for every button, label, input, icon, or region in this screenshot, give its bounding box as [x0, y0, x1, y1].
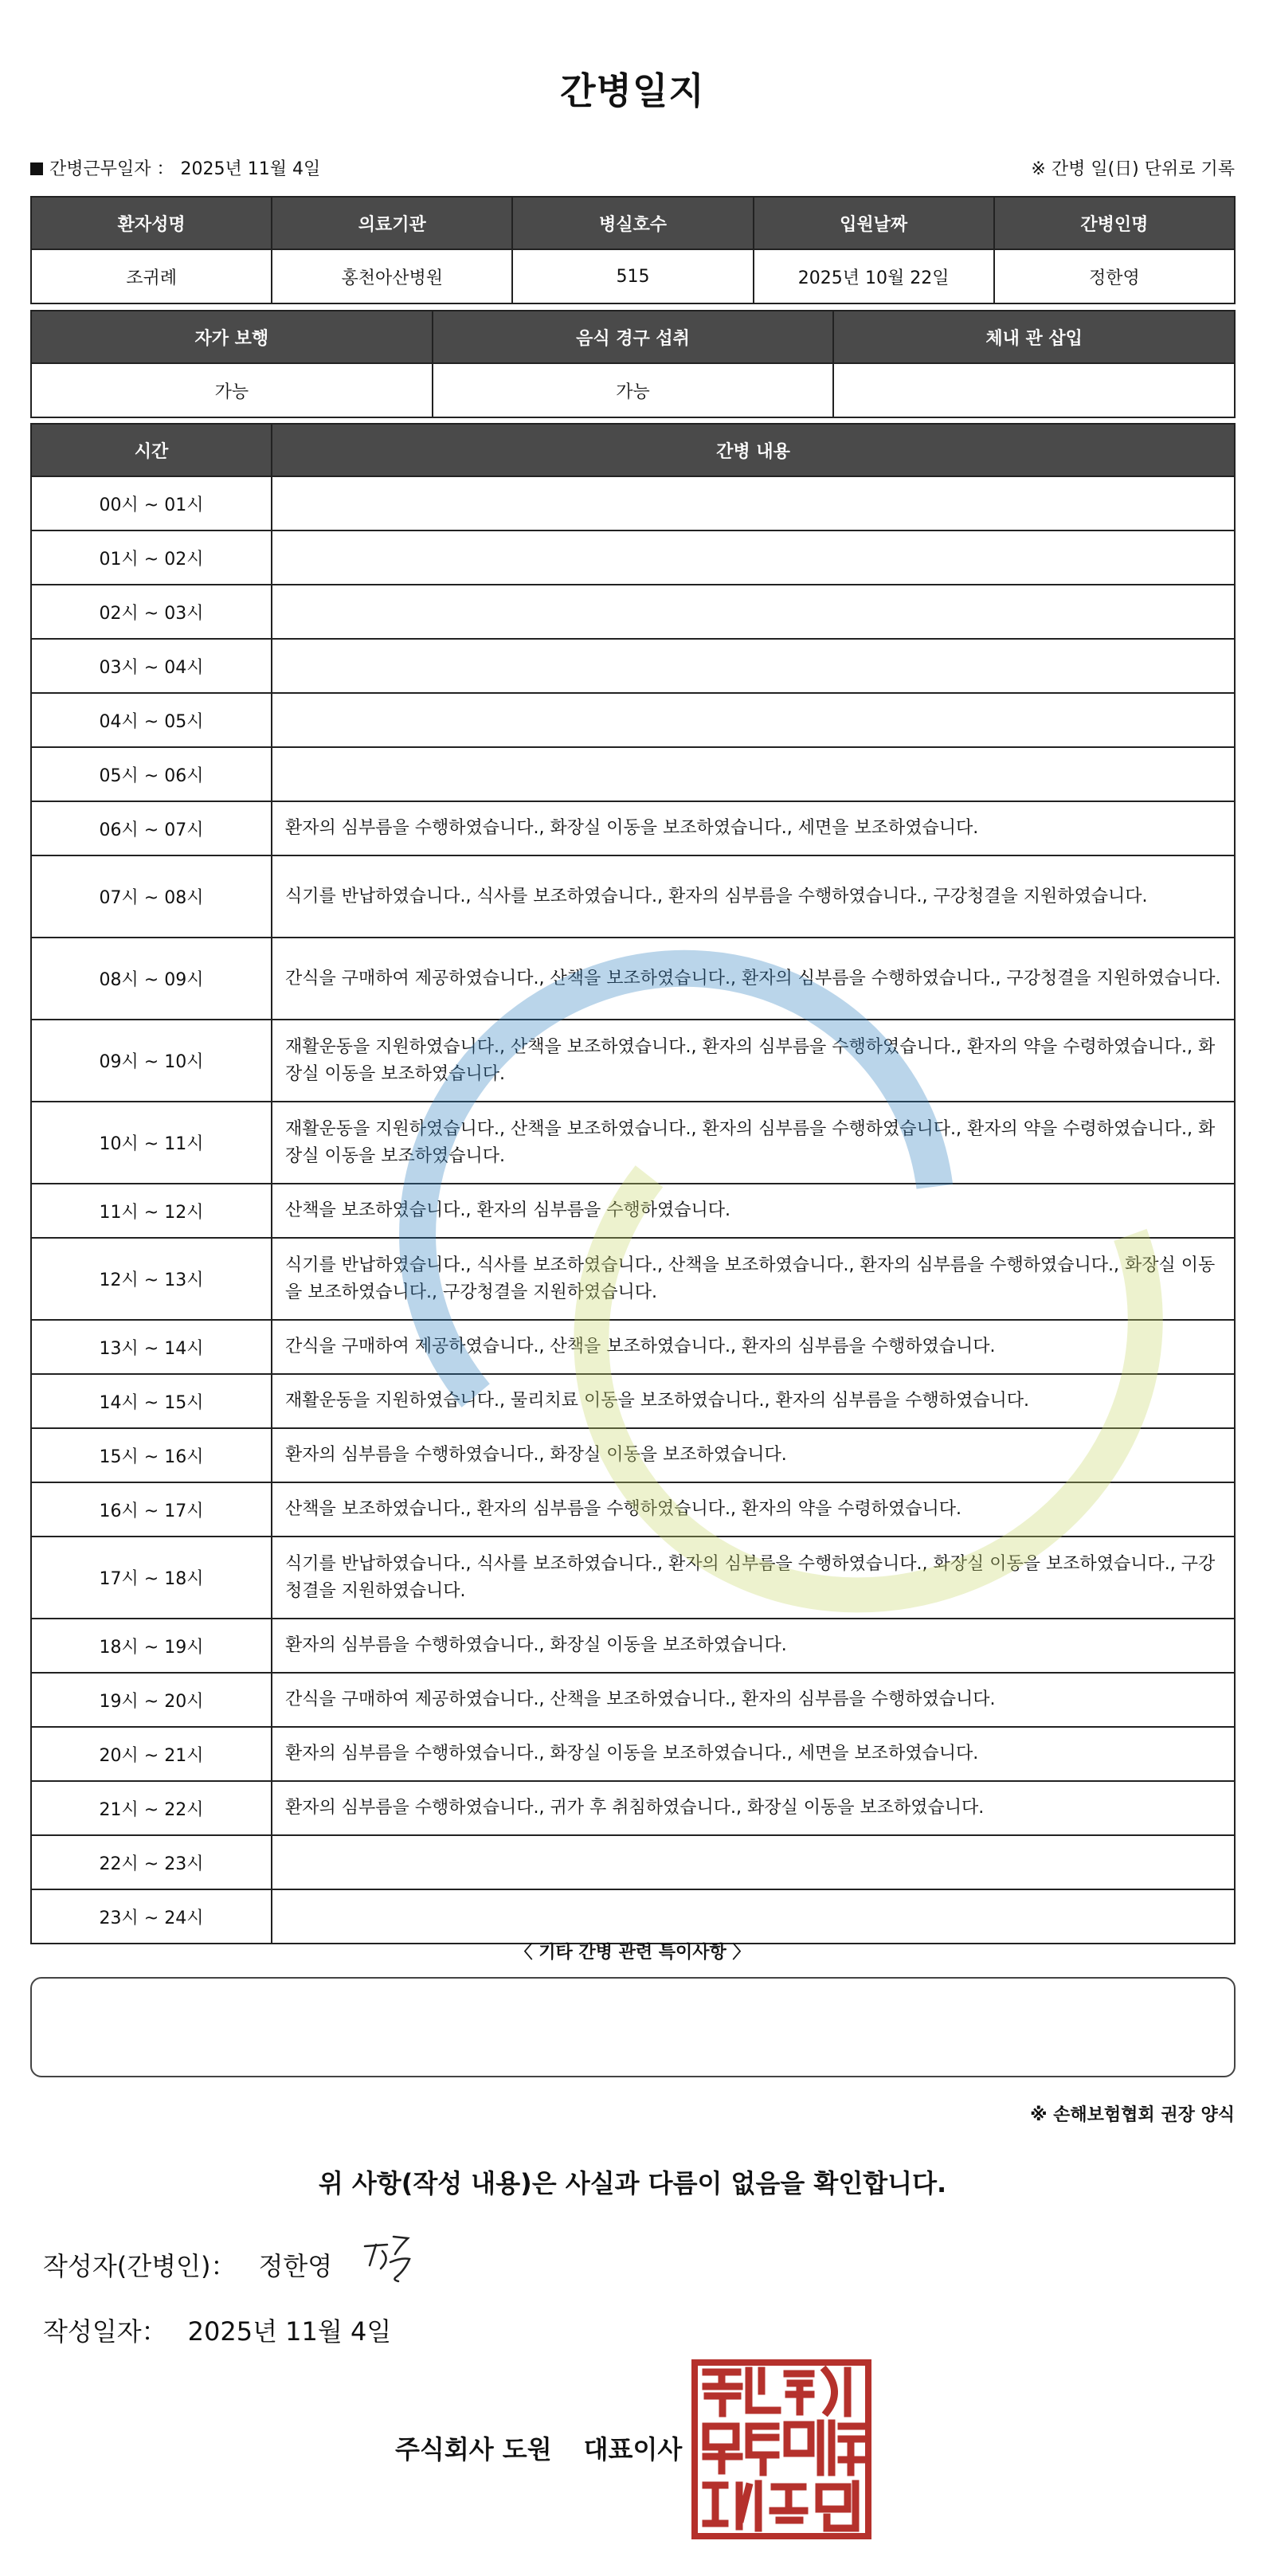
work-date-label: 간병근무일자 ：	[49, 159, 174, 179]
log-time: 20시 ~ 21시	[31, 1727, 272, 1781]
care-log-table	[30, 423, 1236, 1944]
log-row	[31, 747, 1235, 801]
log-content: 산책을 보조하였습니다., 환자의 심부름을 수행하였습니다., 환자의 약을 수령하였습니다.	[272, 1482, 1235, 1537]
log-content: 환자의 심부름을 수행하였습니다., 화장실 이동을 보조하였습니다.	[272, 1428, 1235, 1482]
write-date-label: 작성일자：	[43, 2316, 167, 2347]
log-content	[272, 747, 1235, 801]
log-row	[31, 1537, 1235, 1619]
care-log-body	[31, 476, 1235, 1944]
log-content: 산책을 보조하였습니다., 환자의 심부름을 수행하였습니다.	[272, 1184, 1235, 1238]
writer-row	[43, 2246, 332, 2283]
log-content: 간식을 구매하여 제공하였습니다., 산책을 보조하였습니다., 환자의 심부름을 수행하였습니다., 구강청결을 지원하였습니다.	[272, 938, 1235, 1020]
log-row	[31, 476, 1235, 530]
confirmation-statement: 위 사항(작성 내용)은 사실과 다름이 없음을 확인합니다.	[318, 2168, 947, 2198]
log-time: 07시 ~ 08시	[31, 855, 272, 938]
work-date-value: 2025년 11월 4일	[180, 159, 321, 179]
log-time: 06시 ~ 07시	[31, 801, 272, 855]
log-row	[31, 1781, 1235, 1835]
log-time: 19시 ~ 20시	[31, 1673, 272, 1727]
log-time: 05시 ~ 06시	[31, 747, 272, 801]
log-content: 재활운동을 지원하였습니다., 산책을 보조하였습니다., 환자의 심부름을 수행하였습니다., 환자의 약을 수령하였습니다., 화장실 이동을 보조하였습니다.	[272, 1020, 1235, 1102]
log-content: 환자의 심부름을 수행하였습니다., 귀가 후 취침하였습니다., 화장실 이동을 보조하였습니다.	[272, 1781, 1235, 1835]
admission-date: 2025년 10월 22일	[754, 249, 994, 303]
patient-info-table	[30, 196, 1236, 304]
log-content	[272, 639, 1235, 693]
header-caregiver: 간병인명	[994, 197, 1235, 249]
log-time: 22시 ~ 23시	[31, 1835, 272, 1889]
log-row	[31, 855, 1235, 938]
log-content: 식기를 반납하였습니다., 식사를 보조하였습니다., 환자의 심부름을 수행하였습니다., 화장실 이동을 보조하였습니다., 구강청결을 지원하였습니다.	[272, 1537, 1235, 1619]
header-oral-intake: 음식 경구 섭취	[433, 311, 834, 363]
patient-status-table	[30, 310, 1236, 418]
writer-name: 정한영	[258, 2251, 333, 2281]
log-content: 환자의 심부름을 수행하였습니다., 화장실 이동을 보조하였습니다., 세면을 보조하였습니다.	[272, 801, 1235, 855]
log-row	[31, 585, 1235, 639]
company-row	[395, 2429, 682, 2466]
document-title: 간병일지	[560, 69, 705, 112]
log-content	[272, 530, 1235, 585]
log-time: 17시 ~ 18시	[31, 1537, 272, 1619]
header-tube-insertion: 체내 관 삽입	[833, 311, 1235, 363]
log-time: 12시 ~ 13시	[31, 1238, 272, 1320]
log-row	[31, 1184, 1235, 1238]
log-time: 13시 ~ 14시	[31, 1320, 272, 1374]
log-row	[31, 1102, 1235, 1184]
log-content	[272, 585, 1235, 639]
patient-name: 조귀례	[31, 249, 272, 303]
log-content: 재활운동을 지원하였습니다., 물리치료 이동을 보조하였습니다., 환자의 심부름을 수행하였습니다.	[272, 1374, 1235, 1428]
write-date-value: 2025년 11월 4일	[187, 2316, 392, 2347]
log-row	[31, 530, 1235, 585]
log-row	[31, 801, 1235, 855]
self-walking-value: 가능	[31, 363, 433, 417]
header-self-walking: 자가 보행	[31, 311, 433, 363]
log-content	[272, 1835, 1235, 1889]
log-content: 식기를 반납하였습니다., 식사를 보조하였습니다., 산책을 보조하였습니다., 환자의 심부름을 수행하였습니다., 화장실 이동을 보조하였습니다., 구강청결을 지원하였습니다.	[272, 1238, 1235, 1320]
log-row	[31, 1673, 1235, 1727]
log-time: 09시 ~ 10시	[31, 1020, 272, 1102]
log-row	[31, 1320, 1235, 1374]
log-content	[272, 1889, 1235, 1944]
caregiver-name: 정한영	[994, 249, 1235, 303]
log-content: 간식을 구매하여 제공하였습니다., 산책을 보조하였습니다., 환자의 심부름을 수행하였습니다.	[272, 1320, 1235, 1374]
signature-icon	[358, 2230, 422, 2286]
log-row	[31, 1020, 1235, 1102]
recommend-note: ※ 손해보험협회 권장 양식	[1030, 2105, 1235, 2125]
log-content: 식기를 반납하였습니다., 식사를 보조하였습니다., 환자의 심부름을 수행하였습니다., 구강청결을 지원하였습니다.	[272, 855, 1235, 938]
header-care-content: 간병 내용	[272, 424, 1235, 476]
log-content	[272, 476, 1235, 530]
log-time: 16시 ~ 17시	[31, 1482, 272, 1537]
log-content: 환자의 심부름을 수행하였습니다., 화장실 이동을 보조하였습니다.	[272, 1619, 1235, 1673]
log-time: 21시 ~ 22시	[31, 1781, 272, 1835]
log-time: 02시 ~ 03시	[31, 585, 272, 639]
header-patient-name: 환자성명	[31, 197, 272, 249]
representative-title: 대표이사	[583, 2434, 683, 2464]
room-number: 515	[512, 249, 753, 303]
header-admission-date: 입원날짜	[754, 197, 994, 249]
log-content: 재활운동을 지원하였습니다., 산책을 보조하였습니다., 환자의 심부름을 수행하였습니다., 환자의 약을 수령하였습니다., 화장실 이동을 보조하였습니다.	[272, 1102, 1235, 1184]
log-row	[31, 1238, 1235, 1320]
log-content	[272, 693, 1235, 747]
work-date	[30, 155, 327, 180]
log-row	[31, 1889, 1235, 1944]
log-time: 03시 ~ 04시	[31, 639, 272, 693]
log-time: 15시 ~ 16시	[31, 1428, 272, 1482]
log-time: 01시 ~ 02시	[31, 530, 272, 585]
header-room: 병실호수	[512, 197, 753, 249]
oral-intake-value: 가능	[433, 363, 834, 417]
log-time: 10시 ~ 11시	[31, 1102, 272, 1184]
write-date-row	[43, 2312, 391, 2348]
log-time: 14시 ~ 15시	[31, 1374, 272, 1428]
notes-box	[30, 1977, 1236, 2077]
square-bullet-icon	[30, 162, 43, 175]
log-row	[31, 1428, 1235, 1482]
log-time: 23시 ~ 24시	[31, 1889, 272, 1944]
header-time: 시간	[31, 424, 272, 476]
log-row	[31, 938, 1235, 1020]
log-content: 간식을 구매하여 제공하였습니다., 산책을 보조하였습니다., 환자의 심부름을 수행하였습니다.	[272, 1673, 1235, 1727]
log-time: 11시 ~ 12시	[31, 1184, 272, 1238]
hospital-name: 홍천아산병원	[272, 249, 512, 303]
meta-row	[30, 151, 1235, 183]
log-row	[31, 1727, 1235, 1781]
log-row	[31, 1835, 1235, 1889]
log-time: 08시 ~ 09시	[31, 938, 272, 1020]
company-seal-icon	[691, 2359, 871, 2539]
log-row	[31, 693, 1235, 747]
log-row	[31, 1374, 1235, 1428]
log-row	[31, 1482, 1235, 1537]
company-name: 주식회사 도원	[395, 2434, 552, 2464]
log-time: 04시 ~ 05시	[31, 693, 272, 747]
record-note: ※ 간병 일(日) 단위로 기록	[1031, 159, 1235, 179]
notes-title: 〈 기타 간병 관련 특이사항 〉	[515, 1943, 750, 1963]
tube-insertion-value	[833, 363, 1235, 417]
log-content: 환자의 심부름을 수행하였습니다., 화장실 이동을 보조하였습니다., 세면을 보조하였습니다.	[272, 1727, 1235, 1781]
log-time: 00시 ~ 01시	[31, 476, 272, 530]
log-time: 18시 ~ 19시	[31, 1619, 272, 1673]
log-row	[31, 639, 1235, 693]
header-hospital: 의료기관	[272, 197, 512, 249]
log-row	[31, 1619, 1235, 1673]
writer-label: 작성자(간병인)：	[43, 2251, 237, 2281]
